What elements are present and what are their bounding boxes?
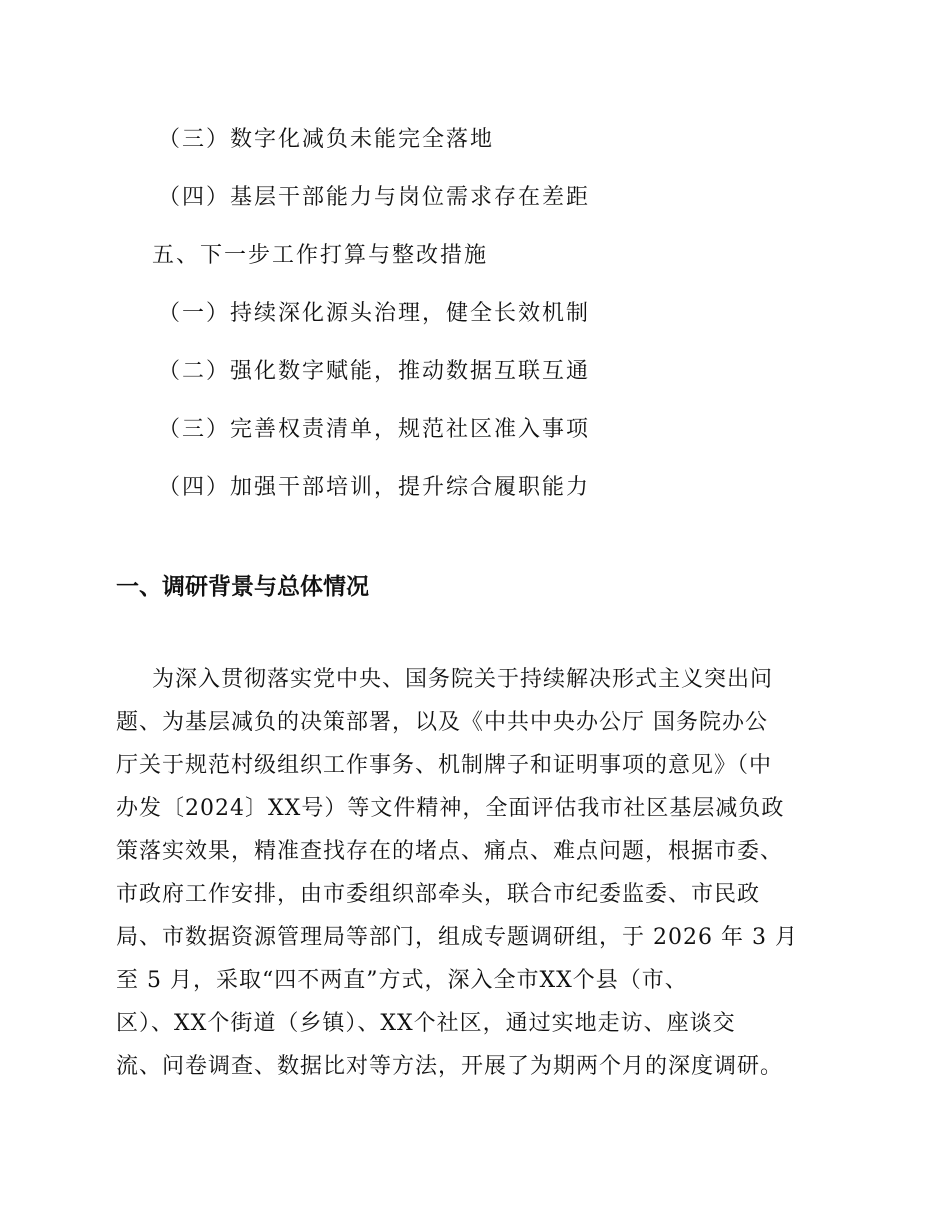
paragraph-line: 至 5 月，采取“四不两直”方式，深入全市XX个县（市、 — [116, 968, 688, 993]
paragraph-line: 区）、XX个街道（乡镇）、XX个社区，通过实地走访、座谈交 — [116, 1011, 736, 1036]
outline-item-4-capability: （四）基层干部能力与岗位需求存在差距 — [158, 185, 591, 210]
paragraph-line: 为深入贯彻落实党中央、国务院关于持续解决形式主义突出问 — [152, 667, 774, 692]
paragraph-line: 策落实效果，精准查找存在的堵点、痛点、难点问题，根据市委、 — [116, 839, 784, 864]
outline-item-5-4: （四）加强干部培训，提升综合履职能力 — [158, 475, 591, 500]
paragraph-line: 题、为基层减负的决策部署，以及《中共中央办公厅 国务院办公 — [116, 710, 768, 735]
body-paragraph — [116, 658, 838, 1088]
paragraph-line: 厅关于规范村级组织工作事务、机制牌子和证明事项的意见》（中 — [116, 753, 773, 778]
paragraph-line: 局、市数据资源管理局等部门，组成专题调研组，于 2026 年 3 月 — [116, 925, 798, 950]
outline-item-5-1: （一）持续深化源头治理，健全长效机制 — [158, 301, 591, 326]
paragraph-line: 流、问卷调查、数据比对等方法，开展了为期两个月的深度调研。 — [116, 1054, 784, 1079]
outline-item-5-3: （三）完善权责清单，规范社区准入事项 — [158, 417, 591, 442]
section-heading: 一、调研背景与总体情况 — [116, 574, 369, 600]
paragraph-line: 办发〔2024〕XX号）等文件精神，全面评估我市社区基层减负政 — [116, 796, 785, 821]
outline-section-5-heading: 五、下一步工作打算与整改措施 — [152, 243, 489, 268]
outline-item-5-2: （二）强化数字赋能，推动数据互联互通 — [158, 359, 591, 384]
paragraph-line: 市政府工作安排，由市委组织部牵头，联合市纪委监委、市民政 — [116, 882, 761, 907]
outline-item-3-digital: （三）数字化减负未能完全落地 — [158, 127, 495, 152]
